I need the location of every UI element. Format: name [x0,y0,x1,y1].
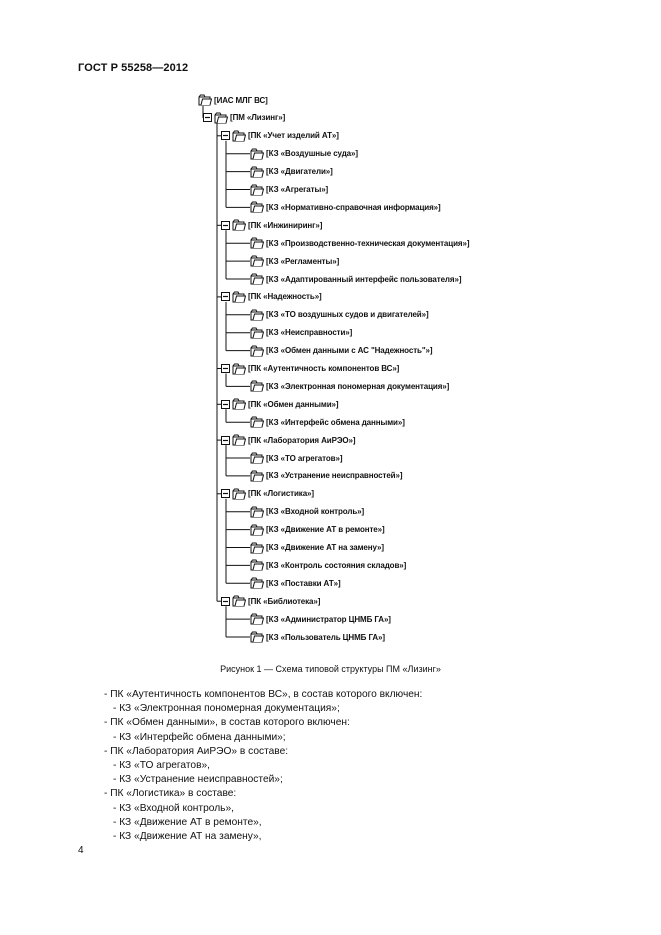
collapse-toggle-icon[interactable] [221,364,230,373]
tree-node-task[interactable] [250,558,406,572]
tree-node-label: [КЗ «Воздушные суда»] [266,149,358,159]
tree-node-complex[interactable] [221,290,322,304]
folder-icon [250,613,264,625]
tree-node-complex[interactable] [221,397,338,411]
tree-node-label: [КЗ «Движение АТ в ремонте»] [266,525,385,535]
tree-node-task[interactable] [250,415,405,429]
tree-node-label: [ПК «Надежность»] [248,292,322,302]
tree-node-label: [ПМ «Лизинг»] [230,113,286,123]
tree-node-label: [КЗ «Нормативно-справочная информация»] [266,202,441,212]
tree-node-complex[interactable] [221,362,399,376]
folder-icon [250,452,264,464]
tree-node-label: [КЗ «Производственно-техническая документация»] [266,238,470,248]
folder-icon [232,291,246,303]
document-header: ГОСТ Р 55258—2012 [78,62,189,74]
tree-node-task[interactable] [250,451,342,465]
tree-node-label: [ПК «Учет изделий АТ»] [248,131,339,141]
tree-node-complex[interactable] [221,594,320,608]
sub-list-item: - КЗ «Входной контроль», [113,802,234,814]
tree-node-label: [КЗ «Двигатели»] [266,167,333,177]
tree-node-task[interactable] [250,326,352,340]
tree-node-task[interactable] [250,308,429,322]
tree-node-task[interactable] [250,165,333,179]
tree-node-label: [ПК «Логистика»] [248,489,314,499]
tree-node-label: [КЗ «Адаптированный интерфейс пользователя»] [266,274,462,284]
sub-list-item: - КЗ «Устранение неисправностей»; [113,774,283,786]
folder-icon [232,595,246,607]
tree-node-task[interactable] [250,469,402,483]
folder-icon [214,112,228,124]
tree-node-task[interactable] [250,147,358,161]
collapse-toggle-icon[interactable] [221,131,230,140]
tree-node-label: [КЗ «Интерфейс обмена данными»] [266,417,405,427]
sub-list-item: - КЗ «ТО агрегатов», [113,760,210,772]
folder-icon [250,237,264,249]
page-number: 4 [78,845,84,856]
folder-icon [232,488,246,500]
tree-node-label: [ПК «Аутентичность компонентов ВС»] [248,364,400,373]
tree-node-label: [КЗ «Администратор ЦНМБ ГА»] [266,614,391,624]
folder-icon [250,201,264,213]
folder-icon [250,506,264,518]
tree-node-label: [ПК «Инжиниринг»] [248,220,323,230]
folder-icon [250,148,264,160]
folder-icon [250,380,264,392]
tree-node-task[interactable] [250,236,469,250]
tree-node-task[interactable] [250,630,385,644]
folder-icon [232,363,246,375]
collapse-toggle-icon[interactable] [221,400,230,409]
folder-icon [250,255,264,267]
tree-node-task[interactable] [250,272,461,286]
folder-icon [250,470,264,482]
folder-icon [250,345,264,357]
sub-list-item: - КЗ «Движение АТ на замену», [113,831,262,843]
folder-icon [198,94,212,106]
tree-node-label: [КЗ «Входной контроль»] [266,507,365,517]
tree-node-label: [КЗ «Регламенты»] [266,256,340,266]
folder-icon [250,184,264,196]
list-item: - ПК «Аутентичность компонентов ВС», в состав которого включен: [104,689,423,700]
collapse-toggle-icon[interactable] [221,436,230,445]
tree-node-label: [ПК «Обмен данными»] [248,399,339,409]
tree-node-task[interactable] [250,379,449,393]
tree-node-label: [КЗ «Неисправности»] [266,328,353,338]
folder-icon [250,559,264,571]
tree-node-label: [ИАС МЛГ ВС] [214,95,268,105]
sub-list-item: - КЗ «Интерфейс обмена данными»; [113,731,286,743]
body-text [104,688,422,844]
tree-node-complex[interactable] [221,218,322,232]
tree-node-label: [ПК «Лаборатория АиРЭО»] [248,435,356,445]
list-item: - ПК «Логистика» в составе: [104,788,237,800]
sub-list-item: - КЗ «Движение АТ в ремонте», [113,816,262,828]
tree-node-label: [КЗ «ТО воздушных судов и двигателей»] [266,310,429,320]
list-item: - ПК «Лаборатория АиРЭО» в составе: [104,745,289,757]
tree-node-task[interactable] [250,576,341,590]
tree-node-task[interactable] [250,344,432,358]
folder-icon [250,166,264,178]
folder-icon [250,416,264,428]
folder-icon [250,542,264,554]
tree-node-task[interactable] [250,523,385,537]
tree-node-task[interactable] [250,254,339,268]
tree-node-label: [КЗ «Электронная пономерная документация»] [266,381,450,391]
list-item: - ПК «Обмен данными», в состав которого включен: [104,717,350,729]
tree-node-label: [КЗ «Обмен данными с АС "Надежность"»] [266,346,433,356]
tree-node-task[interactable] [250,612,391,626]
collapse-toggle-icon[interactable] [221,489,230,498]
folder-icon [250,309,264,321]
figure-caption: Рисунок 1 — Схема типовой структуры ПМ «Лизинг» [220,664,441,674]
folder-icon [250,327,264,339]
tree-node-label: [КЗ «Контроль состояния складов»] [266,560,407,570]
folder-icon [232,434,246,446]
folder-icon [250,524,264,536]
collapse-toggle-icon[interactable] [221,292,230,301]
tree-node-complex[interactable] [221,487,314,501]
collapse-toggle-icon[interactable] [203,113,212,122]
folder-icon [250,273,264,285]
sub-list-item: - КЗ «Электронная пономерная документация»; [113,703,340,715]
folder-icon [232,398,246,410]
tree-node-label: [КЗ «Устранение неисправностей»] [266,471,403,481]
tree-node-task[interactable] [250,541,384,555]
tree-node-label: [ПК «Библиотека»] [248,596,321,606]
tree-node-label: [КЗ «Движение АТ на замену»] [266,543,384,552]
tree-node-complex[interactable] [221,129,339,143]
folder-icon [232,219,246,231]
tree-node-root[interactable] [198,93,268,107]
tree-node-module[interactable] [203,111,285,125]
folder-icon [232,130,246,142]
tree-node-task[interactable] [250,505,364,519]
tree-node-label: [КЗ «ТО агрегатов»] [266,453,343,463]
collapse-toggle-icon[interactable] [221,597,230,606]
tree-node-label: [КЗ «Поставки АТ»] [266,578,341,588]
tree-node-label: [КЗ «Пользователь ЦНМБ ГА»] [266,632,385,642]
folder-icon [250,577,264,589]
tree-node-task[interactable] [250,183,328,197]
tree-node-label: [КЗ «Агрегаты»] [266,185,329,194]
folder-icon [250,631,264,643]
tree-node-task[interactable] [250,200,441,214]
collapse-toggle-icon[interactable] [221,221,230,230]
tree-node-complex[interactable] [221,433,355,447]
